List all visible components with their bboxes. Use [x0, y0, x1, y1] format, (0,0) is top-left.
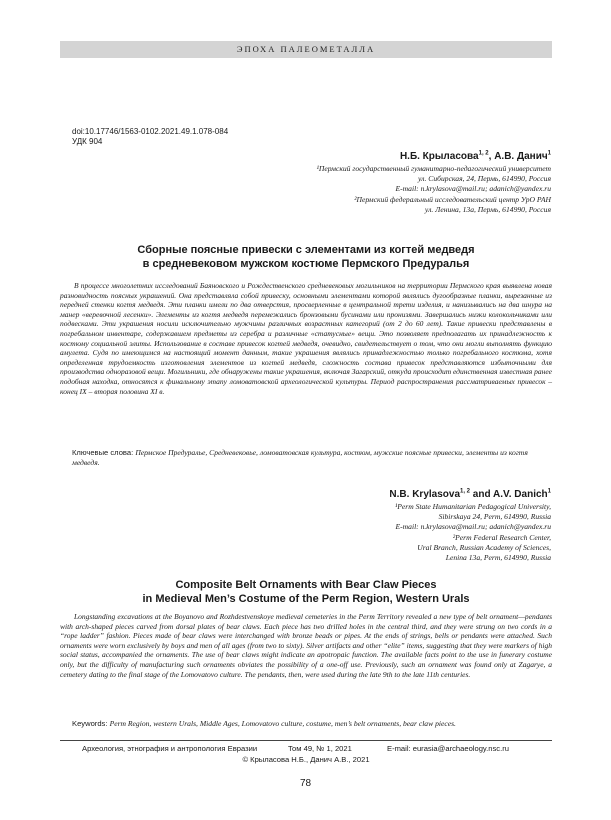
ru-title-line-1: Сборные поясные привески с элементами из когтей медведя [137, 244, 475, 256]
ru-author-1-sup: 1, 2 [478, 150, 489, 157]
footer-journal: Археология, этнография и антропология Евразии [82, 744, 258, 753]
en-affil-line: ²Perm Federal Research Center, [452, 532, 551, 542]
ru-affil-line: ул. Ленина, 13а, Пермь, 614990, Россия [424, 204, 551, 214]
ru-author-1: Н.Б. Крыласова [399, 151, 479, 162]
ru-affil-line: ²Пермский федеральный исследовательский центр УрО РАН [354, 194, 551, 204]
en-title-line-2: in Medieval Men’s Costume of the Perm Region, Western Urals [142, 593, 470, 605]
ru-author-2-sup: 1 [547, 150, 551, 157]
en-affil-line: Lenina 13a, Perm, 614990, Russia [445, 553, 551, 563]
footer-email: E-mail: eurasia@archaeology.nsc.ru [387, 744, 509, 753]
ru-keywords-text: Пермское Предуралье, Средневековье, ломоватовская культура, костюм, мужские поясные привески, элементы из когтя медведя. [72, 448, 528, 467]
udk: УДК 904 [72, 137, 103, 146]
en-author-2-sup: 1 [547, 488, 551, 495]
footer-volume: Том 49, № 1, 2021 [288, 744, 352, 753]
ru-title-line-2: в средневековом мужском костюме Пермского Предуралья [142, 258, 470, 270]
ru-affiliations [317, 164, 551, 215]
ru-abstract: В процессе многолетних исследований Баяновского и Рождественского средневековых могильников на территории Пермского края выявлена новая разновидность поясных украшений. Она представляла собой привеску, основными элементами которой являлись дугообразные планки, вырезанные из передней стенки когтя медведя. Эти планки имели по два отверстия, просверленные в центральной трети изделия, и нанизывались на два шнура на манер «веревочной лесенки». Элементы из когтя медведя перемежались бронзовыми бусинами или пронизями. Завершались низки колокольчиками или подвесками. Эти украшения носили исключительно мужчины различных возрастных категорий (от 2 до 60 лет). Такие привески представлены в погребальном инвентаре, содержавшем предметы из серебра и различные «статусные» вещи. Это позволяет предполагать их принадлежность к костюму социальной элиты. Использование в составе привесок когтей медведя, очевидно, свидетельствует о том, что они могли выполнять функцию амулета. Судя по имеющимся на настоящий момент данным, такие украшения являлись принадлежностью только погребального костюма, хотя определенная трудоемкость изготовления элементов из когтей медведя, сложность состава привесок представляются избыточными для производства одноразовой вещи. Могильники, где обнаружены такие украшения, включая Загарский, откуда происходит единственная известная ранее подобная находка, относятся к финальному этапу ломоватовской археологической культуры. Период распространения рассматриваемых привесок – конец IX – вторая половина XI в. [60, 281, 552, 396]
page-number: 78 [299, 778, 312, 789]
ru-author-2: А.В. Данич [494, 151, 548, 162]
ru-keywords [72, 448, 552, 467]
en-title-line-1: Composite Belt Ornaments with Bear Claw Pieces [175, 579, 437, 591]
en-title [60, 578, 552, 606]
ru-affil-line: ¹Пермский государственный гуманитарно-педагогический университет [316, 164, 551, 173]
en-author-2: A.V. Danich [493, 489, 548, 500]
footer-copyright: © Крыласова Н.Б., Данич А.В., 2021 [242, 755, 370, 764]
en-affil-line: E-mail: n.krylasova@mail.ru; adanich@yandex.ru [395, 522, 551, 532]
en-affil-line: Ural Branch, Russian Academy of Sciences, [417, 542, 551, 552]
ru-affil-line: E-mail: n.krylasova@mail.ru; adanich@yandex.ru [395, 184, 551, 194]
footer-rule [60, 740, 552, 741]
en-affil-line: ¹Perm State Humanitarian Pedagogical University, [394, 502, 551, 511]
en-author-1: N.B. Krylasova [389, 489, 461, 500]
en-author-1-sup: 1, 2 [460, 488, 471, 495]
en-abstract: Longstanding excavations at the Boyanovo and Rozhdestvenskoye medieval cemeteries in the Perm Territory revealed a new type of belt ornament—pendants with arch-shaped pieces carved from dorsal plates of bear claws. Each piece has two drilled holes in the central third, and they were strung on two cords in a “rope ladder” fashion. Pieces made of bear claws were interchanged with bronze beads or pipes. At the ends of strings, bells or pendants were attached. Such ornaments were worn exclusively by boys and men of all ages (from two to sixty). Silver artifacts and other “elite” items, suggesting that they were markers of high social status, accompanied the ornaments. The use of bear claws might indicate an apotropaic function. The available facts point to the use in funerary costume only, but the difficulty of manufacturing such ornaments obviates the possibility of a one-off use. Previously, such an ornament was found only at Zagarye, a cemetery dating to the final stage of the Lomovatovo culture. The pendants, then, were used during the late 9th to the late 11th centuries. [60, 612, 552, 679]
en-keywords-label: Keywords: [72, 719, 110, 728]
ru-affil-line: ул. Сибирская, 24, Пермь, 614990, Россия [418, 174, 551, 184]
en-author-sep: and [470, 489, 493, 500]
section-banner: ЭПОХА ПАЛЕОМЕТАЛЛА [60, 41, 552, 58]
doi: doi:10.17746/1563-0102.2021.49.1.078-084 [72, 127, 229, 136]
en-affil-line: Sibirskaya 24, Perm, 614990, Russia [438, 512, 551, 522]
ru-title [60, 243, 552, 271]
ru-authors [400, 151, 551, 162]
en-authors [389, 489, 551, 500]
en-keywords [72, 719, 552, 729]
ru-author-sep: , [488, 151, 495, 162]
en-affiliations [395, 502, 551, 563]
en-keywords-text: Perm Region, western Urals, Middle Ages, Lomovatovo culture, costume, men’s belt ornaments, bear claw pieces. [109, 719, 456, 728]
ru-keywords-label: Ключевые слова: [72, 448, 136, 457]
